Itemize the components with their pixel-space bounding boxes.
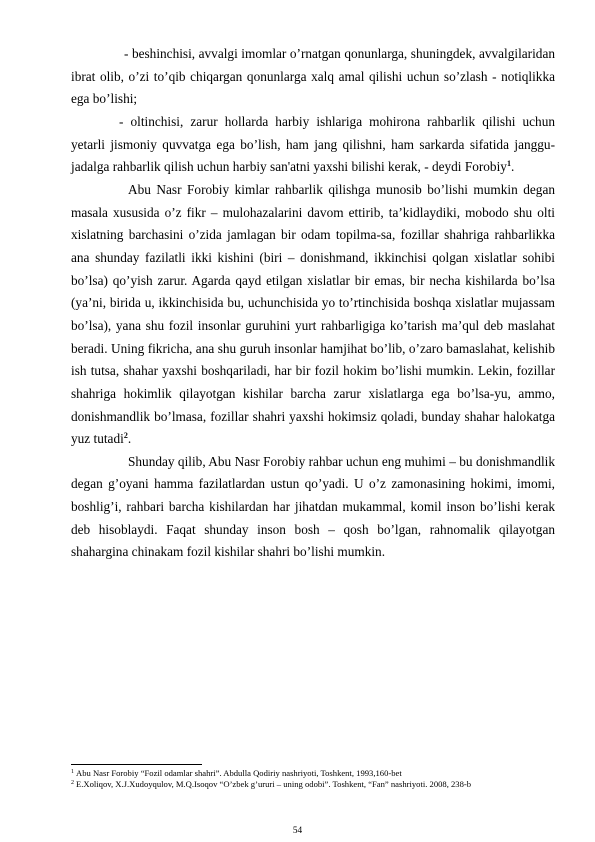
- paragraph-fifth-quality: [71, 43, 555, 111]
- footnote-item: [71, 768, 541, 779]
- paragraph-text: Abu Nasr Forobiy kimlar rahbarlik qilishga munosib bo’lishi mumkin degan masala xususida o’z fikr – mulohazalarini davom ettirib, ta’kidlaydiki, mobodo shu olti xislatning barchasini o’zida jamlagan bir odam topilma-sa, fozillar shahriga rahbarlikka ana shunday fazilatli ikki kishini (biri – donishmand, ikkinchisi qolgan xislatlar sohibi bo’lsa) qo’yish zarur. Agarda qayd etilgan xislatlar bir emas, bir necha kishilarda bo’lsa (ya’ni, birida u, ikkinchisida bu, uchunchisida yo to’rtinchisida boshqa xislatlar mujassam bo’lsa), yana shu fozil insonlar guruhini yurt rahbarligiga ko’tarish ma’qul deb maslahat beradi. Uning fikricha, ana shu guruh insonlar hamjihat bo’lib, o’zaro bamaslahat, kelishib ish tutsa, shahar yaxshi boshqariladi, har bir fozil hokim bo’lishi mumkin. Lekin, fozillar shahriga hokimlik qilayotgan kishilar barcha zarur xislatlarga ega bo’lsa-yu, ammo, donishmandlik bo’lmasa, fozillar shahri yaxshi hokimsiz qoladi, bunday shahar halokatga yuz tutadi: [71, 181, 555, 447]
- paragraph-sixth-quality: [71, 111, 555, 179]
- page-number: 54: [292, 826, 303, 836]
- footnote-reference[interactable]: 1: [506, 159, 511, 169]
- paragraph-conclusion: [71, 451, 555, 564]
- paragraph-text: Shunday qilib, Abu Nasr Forobiy rahbar uchun eng muhimi – bu donishmandlik degan g’oyani hamma fazilatlardan ustun qo’yadi. U o’z zamonasining hokimi, imomi, boshlig’i, rahbari barcha kishilardan har jihatdan mukammal, komil inson bo’lishi kerak deb hisoblaydi. Faqat shunday inson bosh – qosh bo’lgan, rahnomalik qilayotgan shahargina chinakam fozil kishilar shahri bo’lishi mumkin.: [71, 453, 555, 560]
- paragraph-text: - oltinchisi, zarur hollarda harbiy ishlariga mohirona rahbarlik qilishi uchun yetarli jismoniy quvvatga ega bo’lish, ham jang qilishni, ham sarkarda sifatida janggu-jadalga rahbarlik qilish uchun harbiy san'atni yaxshi bilishi kerak, - deydi Forobiy: [71, 113, 555, 175]
- footnote-text: Abu Nasr Forobiy “Fozil odamlar shahri”. Abdulla Qodiriy nashriyoti, Toshkent, 1993,160-bet: [76, 768, 402, 778]
- paragraph-end-punctuation: .: [510, 159, 515, 175]
- footnote-item: [71, 779, 541, 790]
- paragraph-leadership-discussion: [71, 179, 555, 451]
- footnote-separator: [71, 764, 202, 765]
- footnotes: [71, 768, 541, 789]
- footnote-text: E.Xoliqov, X.J.Xudoyqulov, M.Q.Isoqov “O’zbek g’ururi – uning odobi”. Toshkent, “Fan” nashriyoti. 2008, 238-b: [76, 778, 472, 789]
- footnote-marker: 1: [71, 769, 74, 775]
- footnote-marker: 2: [71, 779, 74, 786]
- paragraph-end-punctuation: .: [127, 431, 132, 447]
- paragraph-text: - beshinchisi, avvalgi imomlar o’rnatgan qonunlarga, shuningdek, avvalgilaridan ibrat olib, o’zi to’qib chiqargan qonunlarga xalq amal qilishi uchun so’zlash - notiqlikka ega bo’lishi;: [71, 46, 555, 107]
- footnote-reference[interactable]: 2: [123, 431, 128, 441]
- main-text: [71, 43, 555, 564]
